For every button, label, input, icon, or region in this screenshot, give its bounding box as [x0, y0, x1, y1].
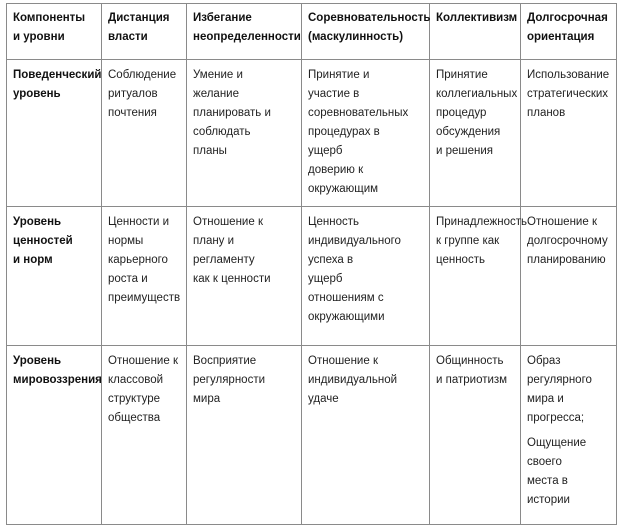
cell-text: Соблюдение ритуалов почтения — [108, 69, 177, 119]
cell-text: Ценность индивидуального успеха в ущерб отношениям с окружающими — [308, 216, 401, 323]
cell-text: Использование стратегических планов — [527, 69, 610, 119]
level-label-behavioral: Поведенческий уровень — [13, 69, 102, 100]
header-cell — [521, 4, 617, 60]
level-cell — [7, 346, 102, 525]
culture-dimensions-table — [6, 3, 617, 525]
cell-text: Отношение к долгосрочному планированию — [527, 216, 608, 266]
header-uncertainty-avoidance: Избегание неопределенности — [193, 12, 301, 43]
cell-text: Ощущение своего места в истории — [527, 437, 587, 506]
header-components-levels: Компоненты и уровни — [13, 12, 86, 43]
table-cell — [102, 346, 187, 525]
cell-text: Отношение к классовой структуре общества — [108, 355, 178, 424]
table-cell — [302, 346, 430, 525]
table-cell — [521, 207, 617, 346]
cell-text: Образ регулярного мира и прогресса; — [527, 355, 592, 424]
cell-text: Принятие коллегиальных процедур обсуждения и решения — [436, 69, 518, 157]
cell-text: Принадлежность к группе как ценность — [436, 216, 527, 266]
table-cell — [102, 60, 187, 207]
cell-text: Ценности и нормы карьерного роста и преимуществ — [108, 216, 181, 304]
cell-text: Умение и желание планировать и соблюдать планы — [193, 69, 271, 157]
table-cell — [102, 207, 187, 346]
header-cell — [7, 4, 102, 60]
table-header-row — [7, 4, 617, 60]
cell-text: Принятие и участие в соревновательных процедурах в ущерб доверию к окружающим — [308, 69, 409, 195]
table-cell — [187, 207, 302, 346]
header-long-term-orientation: Долгосрочная ориентация — [527, 12, 608, 43]
table-cell — [430, 60, 521, 207]
level-label-values-norms: Уровень ценностей и норм — [13, 216, 73, 266]
table-cell — [187, 60, 302, 207]
cell-text: Отношение к плану и регламенту как к ценности — [193, 216, 271, 285]
header-masculinity: Соревновательность (маскулинность) — [308, 12, 431, 43]
cell-text: Восприятие регулярности мира — [193, 355, 266, 405]
table-cell — [430, 207, 527, 346]
table-cell — [302, 207, 430, 346]
header-collectivism: Коллективизм — [436, 12, 518, 24]
header-cell — [430, 4, 521, 60]
table-row-worldview — [7, 346, 617, 525]
header-cell — [187, 4, 302, 60]
table-row-values-norms — [7, 207, 617, 346]
cell-text: Отношение к индивидуальной удаче — [308, 355, 398, 405]
header-cell — [302, 4, 430, 60]
table-cell — [521, 60, 617, 207]
header-power-distance: Дистанция власти — [108, 12, 170, 43]
table-row-behavioral — [7, 60, 617, 207]
table-cell — [187, 346, 302, 525]
header-cell — [102, 4, 187, 60]
level-label-worldview: Уровень мировоззрения — [13, 355, 102, 386]
table-cell — [430, 346, 521, 525]
table-cell — [302, 60, 430, 207]
table-cell — [521, 346, 617, 525]
level-cell — [7, 60, 102, 207]
level-cell — [7, 207, 102, 346]
cell-text: Общинность и патриотизм — [436, 355, 508, 386]
